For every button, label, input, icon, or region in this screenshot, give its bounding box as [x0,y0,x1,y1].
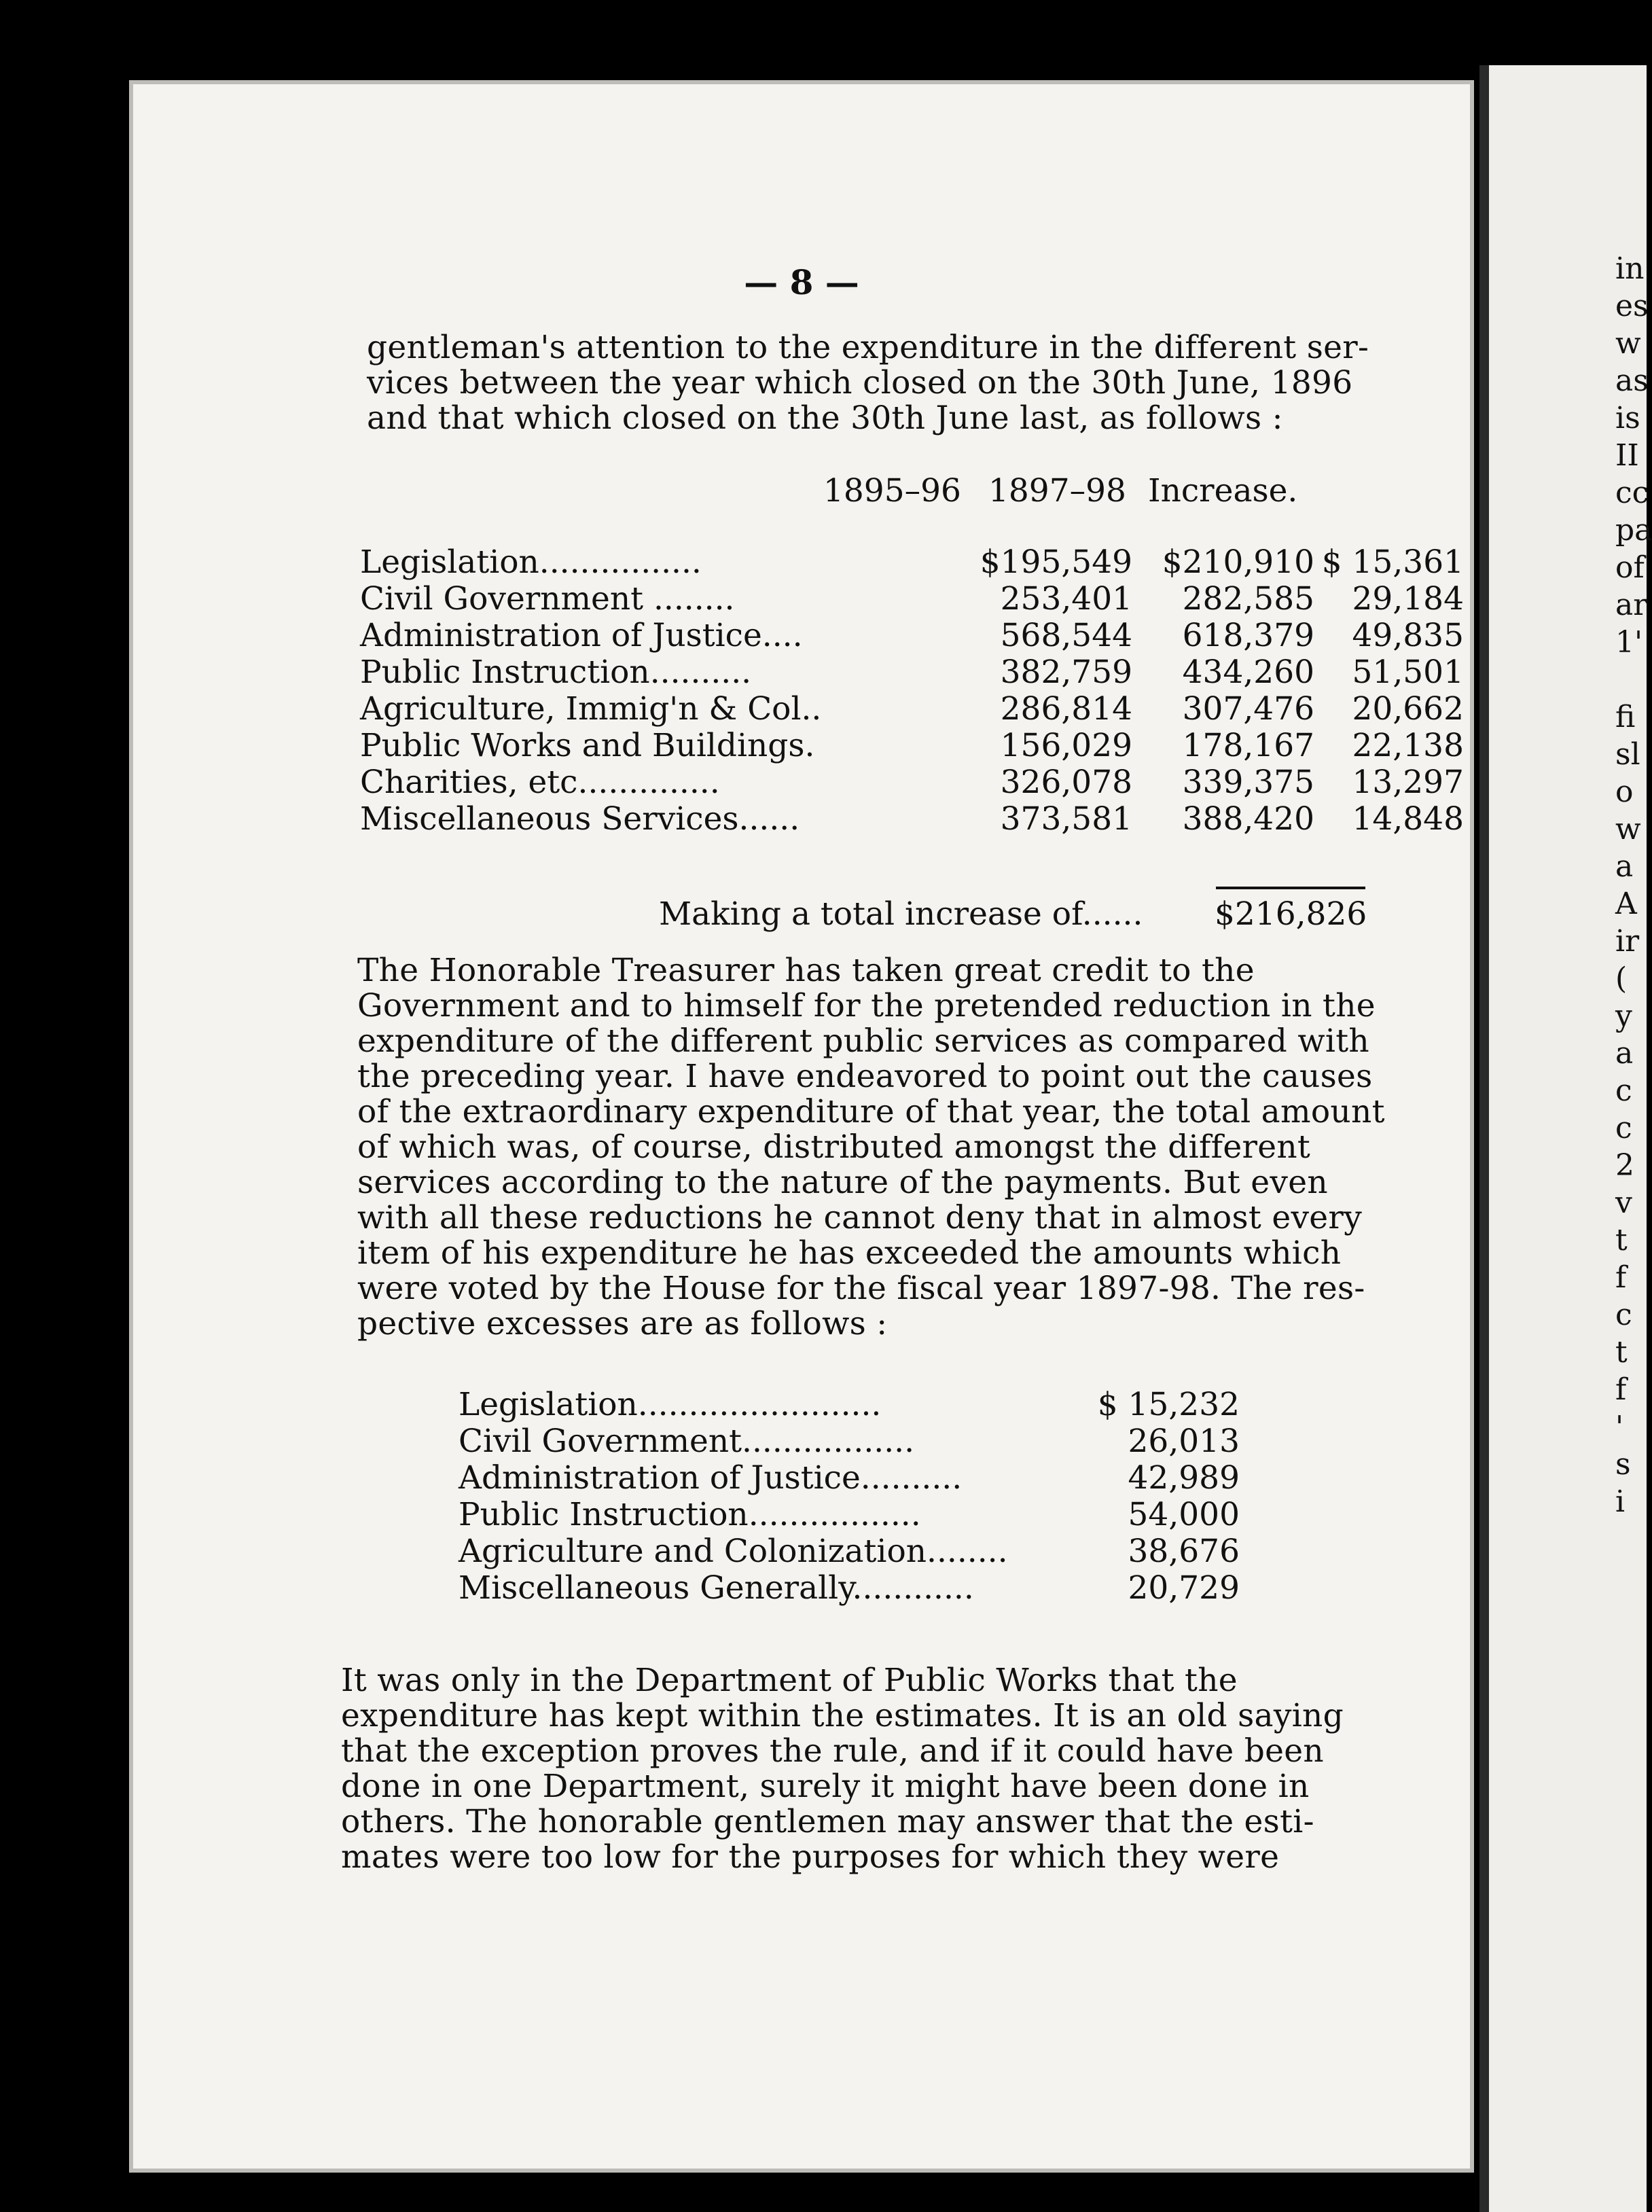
row-value: 42,989 [1128,1459,1240,1497]
table-row [459,1386,1240,1423]
value-increase: 29,184 [1352,580,1464,618]
text-line: The Honorable Treasurer has taken great credit to the [357,952,1255,989]
value-1895-96: 326,078 [1000,764,1132,801]
text-line: pective excesses are as follows : [357,1305,888,1342]
value-1897-98: 307,476 [1182,690,1314,728]
value-1895-96: 382,759 [1000,654,1132,691]
fragment-text: a [1615,849,1634,884]
row-label: Administration of Justice.......... [459,1459,963,1497]
row-label: Miscellaneous Generally............ [459,1569,974,1607]
column-header: Increase. [1148,472,1298,510]
fragment-text: ( [1615,961,1628,996]
fragment-text: t [1615,1223,1628,1257]
text-line: that the exception proves the rule, and if it could have been [341,1732,1324,1770]
text-line: mates were too low for the purposes for which they were [341,1838,1280,1876]
value-increase: 22,138 [1352,727,1464,764]
value-increase: 20,662 [1352,690,1464,728]
row-label: Civil Government................. [459,1423,915,1460]
table-row [360,654,1501,690]
value-increase: $ 15,361 [1321,543,1464,581]
table-row [360,690,1501,727]
fragment-text: s [1615,1447,1631,1482]
fragment-text: f [1615,1260,1627,1295]
value-1895-96: 156,029 [1000,727,1132,764]
row-label: Public Works and Buildings. [360,727,815,764]
fragment-text: w [1615,812,1641,846]
row-value: 26,013 [1128,1423,1240,1460]
fragment-text: c [1615,1111,1632,1145]
text-line: gentleman's attention to the expenditure in the different ser- [367,329,1369,366]
text-line: the preceding year. I have endeavored to point out the causes [357,1058,1373,1095]
value-1895-96: 286,814 [1000,690,1132,728]
row-label: Public Instruction.......... [360,654,752,691]
table-row [360,617,1501,654]
text-line: with all these reductions he cannot deny that in almost every [357,1199,1363,1236]
fragment-text: y [1615,999,1632,1033]
table-row [360,800,1501,837]
fragment-text: fi [1615,700,1636,734]
row-label: Charities, etc.............. [360,764,720,801]
row-label: Agriculture, Immig'n & Col.. [360,690,822,728]
value-1897-98: 282,585 [1182,580,1314,618]
text-line: expenditure of the different public services as compared with [357,1022,1369,1060]
table-row [459,1533,1240,1569]
table-row [360,580,1501,617]
text-line: of which was, of course, distributed amongst the different [357,1128,1311,1166]
value-1897-98: 618,379 [1182,617,1314,654]
fragment-text: t [1615,1335,1628,1370]
fragment-text: of [1615,550,1645,585]
fragment-text: es [1615,289,1649,323]
table-row [459,1459,1240,1496]
table-row [459,1569,1240,1606]
body-paragraph-2 [357,953,1493,1342]
column-header: 1895–96 [823,472,961,510]
text-line: vices between the year which closed on the 30th June, 1896 [367,364,1353,402]
text-line: expenditure has kept within the estimates. It is an old saying [341,1697,1344,1734]
value-increase: 51,501 [1352,654,1464,691]
fragment-text: cc [1615,476,1649,510]
value-1897-98: 339,375 [1182,764,1314,801]
column-header: 1897–98 [988,472,1126,510]
value-1895-96: 253,401 [1000,580,1132,618]
total-value: $216,826 [1215,895,1367,933]
fragment-text: ir [1615,924,1640,959]
fragment-text: II [1615,438,1639,473]
fragment-text: ' [1615,1410,1624,1444]
value-1897-98: 434,260 [1182,654,1314,691]
fragment-text: ar [1615,588,1648,622]
value-1897-98: 388,420 [1182,800,1314,838]
intro-paragraph [367,330,1494,436]
fragment-text: c [1615,1298,1632,1332]
text-line: item of his expenditure he has exceeded the amounts which [357,1234,1342,1272]
fragment-text: sl [1615,737,1640,772]
row-label: Civil Government ........ [360,580,735,618]
right-page-edge [1479,65,1652,2212]
table-row [360,727,1501,764]
fragment-text: i [1615,1484,1626,1519]
text-line: services according to the nature of the payments. But even [357,1164,1328,1201]
text-line: others. The honorable gentlemen may answer that the esti- [341,1803,1314,1840]
table-row [459,1423,1240,1459]
value-increase: 13,297 [1352,764,1464,801]
page-number: — 8 — [744,262,859,302]
row-value: 54,000 [1128,1496,1240,1533]
text-line: and that which closed on the 30th June last, as follows : [367,399,1283,437]
fragment-text: c [1615,1073,1632,1108]
value-1895-96: 373,581 [1000,800,1132,838]
total-label: Making a total increase of...... [659,895,1143,933]
row-label: Legislation................ [360,543,702,581]
fragment-text: w [1615,326,1641,361]
table-row [459,1496,1240,1533]
value-1897-98: $210,910 [1162,543,1314,581]
row-label: Agriculture and Colonization........ [459,1533,1008,1570]
row-value: $ 15,232 [1097,1386,1240,1423]
value-increase: 49,835 [1352,617,1464,654]
text-line: It was only in the Department of Public Works that the [341,1662,1238,1699]
fragment-text: as [1615,363,1649,398]
value-1897-98: 178,167 [1182,727,1314,764]
text-line: were voted by the House for the fiscal year 1897-98. The res- [357,1270,1365,1307]
fragment-text: 1' [1615,625,1643,660]
value-1895-96: 568,544 [1000,617,1132,654]
fragment-text: f [1615,1372,1627,1407]
row-label: Legislation........................ [459,1386,882,1423]
table-row [360,764,1501,800]
row-label: Public Instruction................. [459,1496,921,1533]
total-row [659,895,1143,933]
page-gutter [1479,65,1489,2212]
fragment-text: A [1615,887,1637,921]
left-page [129,80,1474,2173]
fragment-text: is [1615,401,1640,435]
fragment-text: o [1615,774,1634,809]
row-value: 20,729 [1128,1569,1240,1607]
row-value: 38,676 [1128,1533,1240,1570]
fragment-text: pa [1615,513,1652,548]
row-label: Miscellaneous Services...... [360,800,800,838]
value-1895-96: $195,549 [980,543,1132,581]
row-label: Administration of Justice.... [360,617,803,654]
text-line: done in one Department, surely it might have been done in [341,1768,1310,1805]
fragment-text: 2 [1615,1148,1634,1183]
fragment-text: a [1615,1036,1634,1071]
text-line: Government and to himself for the pretended reduction in the [357,987,1376,1024]
text-line: of the extraordinary expenditure of that year, the total amount [357,1093,1385,1130]
value-increase: 14,848 [1352,800,1464,838]
total-rule [1216,887,1365,889]
fragment-text: in [1615,251,1645,286]
body-paragraph-3 [341,1663,1482,1875]
fragment-text: v [1615,1185,1632,1220]
table-row [360,543,1501,580]
